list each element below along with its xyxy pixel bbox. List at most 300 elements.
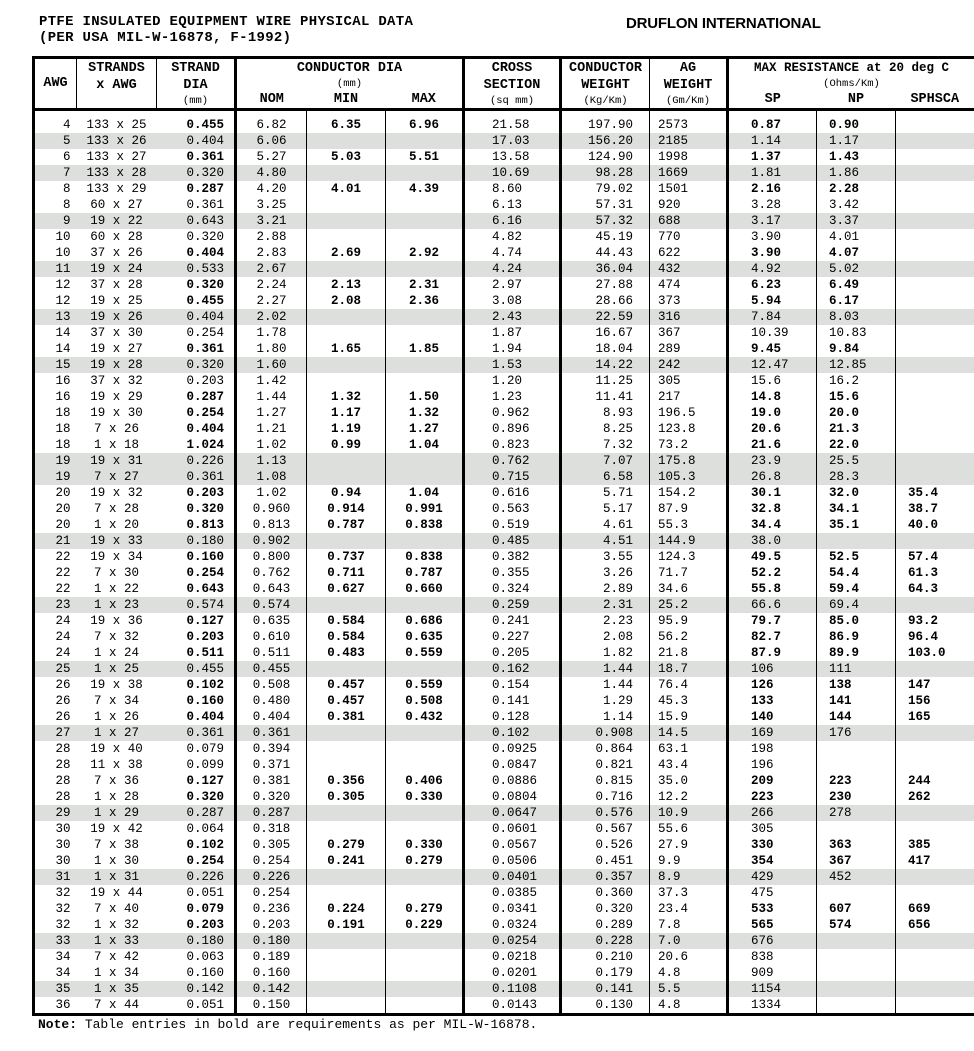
cell-nom: 3.21: [236, 213, 307, 229]
cell-np: 32.0: [817, 485, 896, 501]
cell-awg: 16: [55, 374, 71, 388]
cell-cross: 4.24: [464, 261, 561, 277]
cell-cross: 0.0506: [464, 853, 561, 869]
cell-min: 0.711: [307, 565, 386, 581]
cell-sphsca: [896, 997, 974, 1015]
cell-awg: 20: [55, 518, 71, 532]
table-row: [34, 453, 974, 469]
cell-nom: 3.25: [236, 197, 307, 213]
cell-nom: 0.305: [236, 837, 307, 853]
cell-strands: 133 x 28: [77, 165, 157, 181]
cell-cwt: 5.17: [561, 501, 650, 517]
cell-strands: 19 x 22: [77, 213, 157, 229]
cell-agwt: 37.3: [650, 885, 728, 901]
cell-sphsca: 40.0: [896, 517, 974, 533]
cell-sdia: 0.574: [157, 597, 236, 613]
col-header-cross-section: CROSS SECTION (sq mm): [464, 58, 561, 110]
cell-cross: 13.58: [464, 149, 561, 165]
cell-agwt: 14.5: [650, 725, 728, 741]
cell-cwt: 44.43: [561, 245, 650, 261]
cell-agwt: 10.9: [650, 805, 728, 821]
cell-cross: 0.241: [464, 613, 561, 629]
cell-sphsca: [896, 229, 974, 245]
table-row: [34, 933, 974, 949]
table-row: [34, 117, 974, 133]
cell-sdia: 0.064: [186, 822, 224, 836]
cell-np: 85.0: [817, 613, 896, 629]
cell-cross: 1.53: [464, 357, 561, 373]
cell-sdia: 0.102: [186, 838, 224, 852]
cell-cross: 1.87: [464, 325, 561, 341]
cell-min: 5.03: [307, 149, 386, 165]
cell-sp: 19.0: [728, 405, 817, 421]
cell-min: 0.191: [307, 917, 386, 933]
cell-max: [386, 133, 464, 149]
cell-np: 607: [817, 901, 896, 917]
cell-strands: 19 x 27: [90, 342, 143, 356]
cell-nom: 2.83: [236, 245, 307, 261]
cell-nom: 2.67: [236, 261, 307, 277]
cell-sp: 909: [728, 965, 817, 981]
cell-np: 1.17: [817, 133, 896, 149]
cell-np: 230: [817, 789, 896, 805]
cell-strands: 1 x 25: [77, 661, 157, 677]
cell-cwt: 57.31: [561, 197, 650, 213]
cell-min: 0.99: [307, 437, 386, 453]
cell-cross: 0.485: [464, 533, 561, 549]
cell-sphsca: 156: [896, 693, 974, 709]
cell-sphsca: [896, 965, 974, 981]
cell-agwt: 18.7: [650, 661, 728, 677]
cell-max: 0.559: [386, 645, 464, 661]
cell-cross: 0.0385: [464, 885, 561, 901]
cell-min: [307, 261, 386, 277]
table-row: [34, 245, 974, 261]
cell-awg: 26: [55, 694, 71, 708]
cell-min: 0.483: [307, 645, 386, 661]
cell-agwt: 7.0: [650, 933, 728, 949]
cell-nom: 0.150: [236, 997, 307, 1015]
cell-sphsca: [896, 165, 974, 181]
cell-agwt: 5.5: [650, 981, 728, 997]
cell-nom: 1.60: [236, 357, 307, 373]
cell-max: 0.229: [386, 917, 464, 933]
cell-agwt: 7.8: [650, 917, 728, 933]
cell-nom: 5.27: [236, 149, 307, 165]
cell-sdia: 0.203: [186, 630, 224, 644]
cell-awg: 18: [55, 406, 71, 420]
cell-sdia: 0.160: [186, 694, 224, 708]
cell-min: [307, 661, 386, 677]
cell-cwt: 156.20: [561, 133, 650, 149]
cell-cross: 0.259: [464, 597, 561, 613]
cell-strands: 19 x 31: [77, 453, 157, 469]
table-row: [34, 533, 974, 549]
cell-nom: 0.960: [236, 501, 307, 517]
cell-max: 0.838: [386, 517, 464, 533]
cell-cross: 4.74: [464, 245, 561, 261]
cell-nom: 1.13: [236, 453, 307, 469]
cell-sdia: 0.404: [157, 133, 236, 149]
cell-strands: 1 x 29: [77, 805, 157, 821]
cell-cross: 0.962: [464, 405, 561, 421]
cell-cwt: 6.58: [561, 469, 650, 485]
cell-sdia: 0.320: [186, 278, 224, 292]
cell-strands: 37 x 30: [90, 326, 143, 340]
cell-agwt: 71.7: [650, 565, 728, 581]
cell-sp: 1.37: [728, 149, 817, 165]
cell-cross: 17.03: [464, 133, 561, 149]
cell-min: [307, 133, 386, 149]
cell-strands: 19 x 25: [90, 294, 143, 308]
cell-cwt: 1.29: [561, 693, 650, 709]
cell-awg: 16: [55, 390, 71, 404]
cell-np: 4.01: [817, 229, 896, 245]
cell-sdia: 0.254: [186, 406, 224, 420]
cell-np: 144: [817, 709, 896, 725]
cell-cwt: 2.89: [561, 581, 650, 597]
cell-agwt: 474: [650, 277, 728, 293]
cell-min: 2.13: [307, 277, 386, 293]
cell-sdia: 0.361: [157, 469, 236, 485]
cell-nom: 0.226: [236, 869, 307, 885]
cell-min: [307, 981, 386, 997]
cell-max: [386, 533, 464, 549]
cell-np: 22.0: [817, 437, 896, 453]
cell-sdia: 0.404: [186, 422, 224, 436]
cell-sdia: 0.160: [186, 966, 224, 980]
cell-max: 2.36: [386, 293, 464, 309]
table-row: [34, 213, 974, 229]
cell-max: 0.635: [386, 629, 464, 645]
cell-min: [307, 869, 386, 885]
cell-max: [386, 197, 464, 213]
cell-sdia: 0.813: [186, 518, 224, 532]
cell-sdia: 0.180: [157, 933, 236, 949]
cell-cross: 3.08: [464, 293, 561, 309]
cell-sdia: 0.079: [186, 902, 224, 916]
table-row: [34, 501, 974, 517]
cell-cross: 1.20: [464, 373, 561, 389]
cell-max: [386, 885, 464, 901]
footnote: [38, 1017, 537, 1032]
cell-strands: 7 x 32: [93, 630, 139, 644]
cell-awg: 32: [55, 918, 71, 932]
cell-cwt: 0.526: [561, 837, 650, 853]
cell-sdia: 0.127: [186, 614, 224, 628]
cell-nom: 0.381: [236, 773, 307, 789]
cell-max: [386, 725, 464, 741]
cell-np: 21.3: [817, 421, 896, 437]
table-row: [34, 469, 974, 485]
cell-awg: 8: [62, 182, 71, 196]
cell-np: [817, 533, 896, 549]
cell-sp: 55.8: [728, 581, 817, 597]
table-row: [34, 565, 974, 581]
cell-strands: 19 x 44: [90, 886, 143, 900]
cell-min: [307, 949, 386, 965]
title-line-1: PTFE INSULATED EQUIPMENT WIRE PHYSICAL DATA: [39, 14, 414, 30]
cell-nom: 2.27: [236, 293, 307, 309]
cell-sphsca: [896, 181, 974, 197]
cell-sphsca: 262: [896, 789, 974, 805]
cell-cwt: 0.821: [561, 757, 650, 773]
cell-max: [386, 949, 464, 965]
col-header-awg: AWG: [43, 76, 68, 91]
cell-sdia: 0.079: [186, 742, 224, 756]
cell-awg: 7: [34, 165, 77, 181]
cell-np: 2.28: [817, 181, 896, 197]
cell-cross: 2.97: [464, 277, 561, 293]
cell-min: 0.737: [307, 549, 386, 565]
cell-strands: 1 x 35: [77, 981, 157, 997]
cell-awg: 26: [55, 710, 71, 724]
cell-strands: 1 x 24: [93, 646, 139, 660]
cell-sphsca: [896, 133, 974, 149]
cell-sdia: 0.361: [186, 198, 224, 212]
cell-nom: 0.643: [236, 581, 307, 597]
cell-min: 1.19: [307, 421, 386, 437]
cell-nom: 0.480: [236, 693, 307, 709]
cell-max: [386, 741, 464, 757]
cell-awg: 22: [55, 582, 71, 596]
cell-sphsca: 61.3: [896, 565, 974, 581]
cell-sphsca: 64.3: [896, 581, 974, 597]
cell-sphsca: 385: [896, 837, 974, 853]
cell-cross: 0.227: [464, 629, 561, 645]
cell-strands: 37 x 26: [90, 246, 143, 260]
cell-nom: 0.813: [236, 517, 307, 533]
cell-sp: 26.8: [728, 469, 817, 485]
cell-np: 86.9: [817, 629, 896, 645]
table-row: [34, 645, 974, 661]
cell-awg: 11: [34, 261, 77, 277]
table-row: [34, 885, 974, 901]
cell-np: 89.9: [817, 645, 896, 661]
cell-max: [386, 997, 464, 1015]
note-text: Table entries in bold are requirements as per MIL-W-16878.: [77, 1017, 538, 1032]
cell-cross: 0.0925: [464, 741, 561, 757]
col-header-max: MAX: [411, 92, 436, 107]
cell-awg: 13: [34, 309, 77, 325]
cell-cwt: 3.26: [561, 565, 650, 581]
cell-max: 0.787: [386, 565, 464, 581]
cell-cross: 8.60: [464, 181, 561, 197]
cell-strands: 19 x 36: [90, 614, 143, 628]
cell-sdia: 0.226: [157, 453, 236, 469]
cell-sp: 2.16: [728, 181, 817, 197]
cell-cwt: 11.41: [561, 389, 650, 405]
cell-cross: 0.162: [464, 661, 561, 677]
cell-cwt: 0.908: [561, 725, 650, 741]
cell-max: [386, 453, 464, 469]
cell-min: 0.627: [307, 581, 386, 597]
cell-nom: 0.902: [236, 533, 307, 549]
cell-sp: 565: [728, 917, 817, 933]
cell-sp: 30.1: [728, 485, 817, 501]
cell-cross: 0.0401: [464, 869, 561, 885]
cell-max: [386, 325, 464, 341]
cell-cross: 0.102: [464, 725, 561, 741]
cell-awg: 23: [34, 597, 77, 613]
cell-min: 0.584: [307, 613, 386, 629]
cell-awg: 29: [34, 805, 77, 821]
cell-max: [386, 309, 464, 325]
cell-sphsca: [896, 293, 974, 309]
cell-strands: 19 x 28: [77, 357, 157, 373]
cell-np: 34.1: [817, 501, 896, 517]
cell-nom: 0.160: [236, 965, 307, 981]
cell-strands: 1 x 18: [93, 438, 139, 452]
cell-agwt: 55.3: [650, 517, 728, 533]
cell-strands: 133 x 29: [86, 182, 147, 196]
cell-nom: 0.254: [236, 885, 307, 901]
cell-np: 138: [817, 677, 896, 693]
col-header-nom: NOM: [236, 91, 307, 110]
cell-sphsca: 38.7: [896, 501, 974, 517]
cell-cross: 2.43: [464, 309, 561, 325]
table-row: [34, 725, 974, 741]
cell-sp: 14.8: [728, 389, 817, 405]
cell-min: [307, 325, 386, 341]
cell-sphsca: [896, 757, 974, 773]
table-body: [34, 110, 974, 1015]
col-header-strands: STRANDS x AWG: [77, 58, 157, 110]
table-row: [34, 293, 974, 309]
cell-sp: 676: [728, 933, 817, 949]
cell-np: 10.83: [817, 325, 896, 341]
cell-sdia: 0.455: [186, 118, 224, 132]
cell-sphsca: 96.4: [896, 629, 974, 645]
cell-cwt: 3.55: [561, 549, 650, 565]
cell-sphsca: [896, 869, 974, 885]
cell-np: 1.43: [817, 149, 896, 165]
cell-agwt: 154.2: [650, 485, 728, 501]
cell-awg: 10: [55, 246, 71, 260]
cell-agwt: 87.9: [650, 501, 728, 517]
col-header-np: NP: [847, 92, 865, 107]
cell-max: [386, 165, 464, 181]
cell-strands: 37 x 32: [90, 374, 143, 388]
cell-sp: 4.92: [728, 261, 817, 277]
cell-sdia: 0.254: [186, 326, 224, 340]
cell-awg: 26: [55, 678, 71, 692]
cell-nom: 0.180: [236, 933, 307, 949]
cell-nom: 0.203: [236, 917, 307, 933]
cell-max: 0.508: [386, 693, 464, 709]
cell-cross: 0.616: [464, 485, 561, 501]
cell-sphsca: 57.4: [896, 549, 974, 565]
cell-min: 0.305: [307, 789, 386, 805]
table-row: [34, 837, 974, 853]
document-title: [39, 14, 413, 46]
cell-max: [386, 661, 464, 677]
cell-np: 5.02: [817, 261, 896, 277]
cell-sphsca: [896, 213, 974, 229]
cell-max: [386, 805, 464, 821]
cell-max: 2.92: [386, 245, 464, 261]
cell-np: 223: [817, 773, 896, 789]
cell-awg: 8: [62, 198, 71, 212]
cell-sphsca: [896, 341, 974, 357]
cell-strands: 133 x 25: [86, 118, 147, 132]
cell-sp: 6.23: [728, 277, 817, 293]
cell-cwt: 5.71: [561, 485, 650, 501]
cell-np: 12.85: [817, 357, 896, 373]
cell-strands: 60 x 27: [90, 198, 143, 212]
cell-max: 0.686: [386, 613, 464, 629]
cell-sphsca: 35.4: [896, 485, 974, 501]
cell-sdia: 0.063: [186, 950, 224, 964]
cell-sp: 133: [728, 693, 817, 709]
cell-awg: 24: [55, 614, 71, 628]
col-header-sphsca: SPHSCA: [910, 92, 960, 107]
cell-cross: 0.128: [464, 709, 561, 725]
cell-sp: 1154: [728, 981, 817, 997]
cell-max: 1.04: [386, 437, 464, 453]
cell-strands: 11 x 38: [90, 758, 143, 772]
cell-sp: 23.9: [728, 453, 817, 469]
cell-agwt: 367: [650, 325, 728, 341]
cell-sp: 52.2: [728, 565, 817, 581]
cell-agwt: 95.9: [650, 613, 728, 629]
cell-sphsca: [896, 725, 974, 741]
cell-sphsca: [896, 405, 974, 421]
cell-np: [817, 981, 896, 997]
cell-strands: 1 x 27: [77, 725, 157, 741]
cell-agwt: 23.4: [650, 901, 728, 917]
cell-nom: 0.574: [236, 597, 307, 613]
cell-min: 1.17: [307, 405, 386, 421]
cell-strands: 60 x 28: [90, 230, 143, 244]
cell-np: [817, 933, 896, 949]
cell-nom: 6.82: [236, 117, 307, 133]
cell-strands: 19 x 33: [77, 533, 157, 549]
cell-agwt: 1669: [650, 165, 728, 181]
cell-max: [386, 933, 464, 949]
cell-min: [307, 597, 386, 613]
table-row: [34, 693, 974, 709]
cell-cross: 0.0847: [464, 757, 561, 773]
cell-max: [386, 821, 464, 837]
cell-agwt: 432: [650, 261, 728, 277]
cell-cwt: 0.179: [561, 965, 650, 981]
cell-sdia: 0.361: [186, 150, 224, 164]
cell-max: 1.04: [386, 485, 464, 501]
cell-sphsca: [896, 421, 974, 437]
cell-nom: 1.44: [236, 389, 307, 405]
cell-max: [386, 965, 464, 981]
cell-sdia: 0.320: [157, 165, 236, 181]
col-header-sp: SP: [728, 91, 817, 110]
cell-sdia: 0.099: [186, 758, 224, 772]
cell-max: [386, 229, 464, 245]
cell-sphsca: 147: [896, 677, 974, 693]
cell-cwt: 0.360: [561, 885, 650, 901]
cell-sphsca: [896, 437, 974, 453]
cell-sdia: 0.287: [157, 805, 236, 821]
cell-sphsca: [896, 325, 974, 341]
cell-nom: 0.394: [236, 741, 307, 757]
cell-strands: 1 x 28: [93, 790, 139, 804]
cell-agwt: 35.0: [650, 773, 728, 789]
cell-sdia: 0.511: [186, 646, 224, 660]
cell-sphsca: [896, 805, 974, 821]
cell-sp: 49.5: [728, 549, 817, 565]
cell-sphsca: [896, 949, 974, 965]
cell-min: 4.01: [307, 181, 386, 197]
cell-cwt: 7.07: [561, 453, 650, 469]
